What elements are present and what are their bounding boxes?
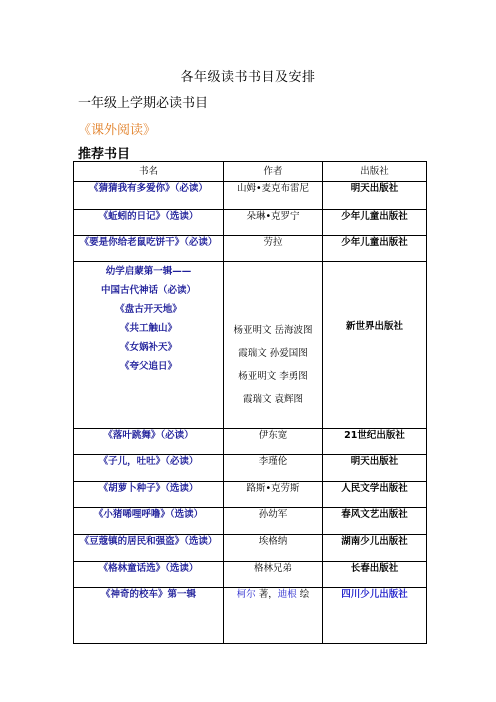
book-author: 路斯•克劳斯 [224, 482, 323, 508]
book-title: 《格林童话选》（选读） [74, 562, 224, 588]
extracurricular-reading-label: 《课外阅读》 [78, 123, 157, 138]
book-author [224, 588, 323, 644]
book-title: 《蚯蚓的日记》（选读） [74, 210, 224, 236]
series-line: 幼学启蒙第一辑—— [105, 266, 192, 277]
book-publisher: 春风文艺出版社 [323, 508, 427, 535]
column-header-publisher: 出版社 [323, 162, 427, 182]
book-title: 《子儿，吐吐》（必读） [74, 455, 224, 482]
column-header-author: 作者 [224, 162, 323, 182]
recommended-books-heading: 推荐书目 [78, 147, 131, 162]
author-line: 杨亚明文 李勇图 [238, 371, 308, 382]
column-header-title: 书名 [74, 162, 224, 182]
author-line: 霞瑞文 袁辉图 [242, 394, 304, 405]
table-row [74, 508, 427, 535]
table-row [74, 455, 427, 482]
table-row [74, 535, 427, 562]
author-name: 柯尔 [236, 589, 256, 600]
author-line: 杨亚明文 岳海波图 [233, 325, 313, 336]
table-header-row [74, 162, 427, 182]
book-publisher: 明天出版社 [323, 182, 427, 210]
book-publisher: 少年儿童出版社 [323, 236, 427, 262]
author-line: 霞瑞文 孙爱国图 [238, 348, 308, 359]
book-author: 朵琳•克罗宁 [224, 210, 323, 236]
book-author: 伊东宽 [224, 429, 323, 455]
illustrator-name: 迪根 [277, 589, 297, 600]
semester-subtitle: 一年级上学期必读书目 [78, 96, 209, 111]
series-line: 《女娲补天》 [119, 342, 177, 353]
book-publisher: 湖南少儿出版社 [323, 535, 427, 562]
document-title: 各年级读书书目及安排 [180, 70, 316, 85]
series-line: 《共工触山》 [119, 323, 177, 334]
book-author: 孙幼军 [224, 508, 323, 535]
series-line: 《盘古开天地》 [115, 304, 182, 315]
series-line: 中国古代神话（必读） [100, 285, 196, 296]
table-row [74, 210, 427, 236]
book-title: 《小猪唏哩呼噜》（选读） [74, 508, 224, 535]
book-title: 《胡萝卜种子》（选读） [74, 482, 224, 508]
book-author: 劳拉 [224, 236, 323, 262]
book-publisher: 明天出版社 [323, 455, 427, 482]
table-row [74, 482, 427, 508]
book-publisher: 少年儿童出版社 [323, 210, 427, 236]
publisher-name: 新世界出版社 [345, 321, 403, 332]
illustrator-role: 绘 [299, 589, 310, 600]
table-row [74, 236, 427, 262]
book-author: 格林兄弟 [224, 562, 323, 588]
book-title: 《要是你给老鼠吃饼干》（必读） [74, 236, 224, 262]
book-author-list [224, 262, 323, 429]
book-publisher [323, 262, 427, 429]
book-title: 《神奇的校车》第一辑 [74, 588, 224, 644]
book-author: 山姆•麦克布雷尼 [224, 182, 323, 210]
book-title: 《落叶跳舞》（必读） [74, 429, 224, 455]
table-row [74, 429, 427, 455]
book-author: 李瑾伦 [224, 455, 323, 482]
book-publisher: 21世纪出版社 [323, 429, 427, 455]
table-row [74, 588, 427, 644]
table-row [74, 182, 427, 210]
book-list-table [73, 161, 427, 644]
book-publisher: 长春出版社 [323, 562, 427, 588]
book-author: 埃格纳 [224, 535, 323, 562]
series-line: 《夸父追日》 [119, 361, 177, 372]
table-row [74, 262, 427, 429]
table-row [74, 562, 427, 588]
book-title: 《豆蔻镇的居民和强盗》（选读） [74, 535, 224, 562]
book-publisher: 四川少儿出版社 [323, 588, 427, 644]
book-title: 《猜猜我有多爱你》（必读） [74, 182, 224, 210]
author-role: 著， [258, 589, 278, 600]
book-publisher: 人民文学出版社 [323, 482, 427, 508]
book-title-series [74, 262, 224, 429]
